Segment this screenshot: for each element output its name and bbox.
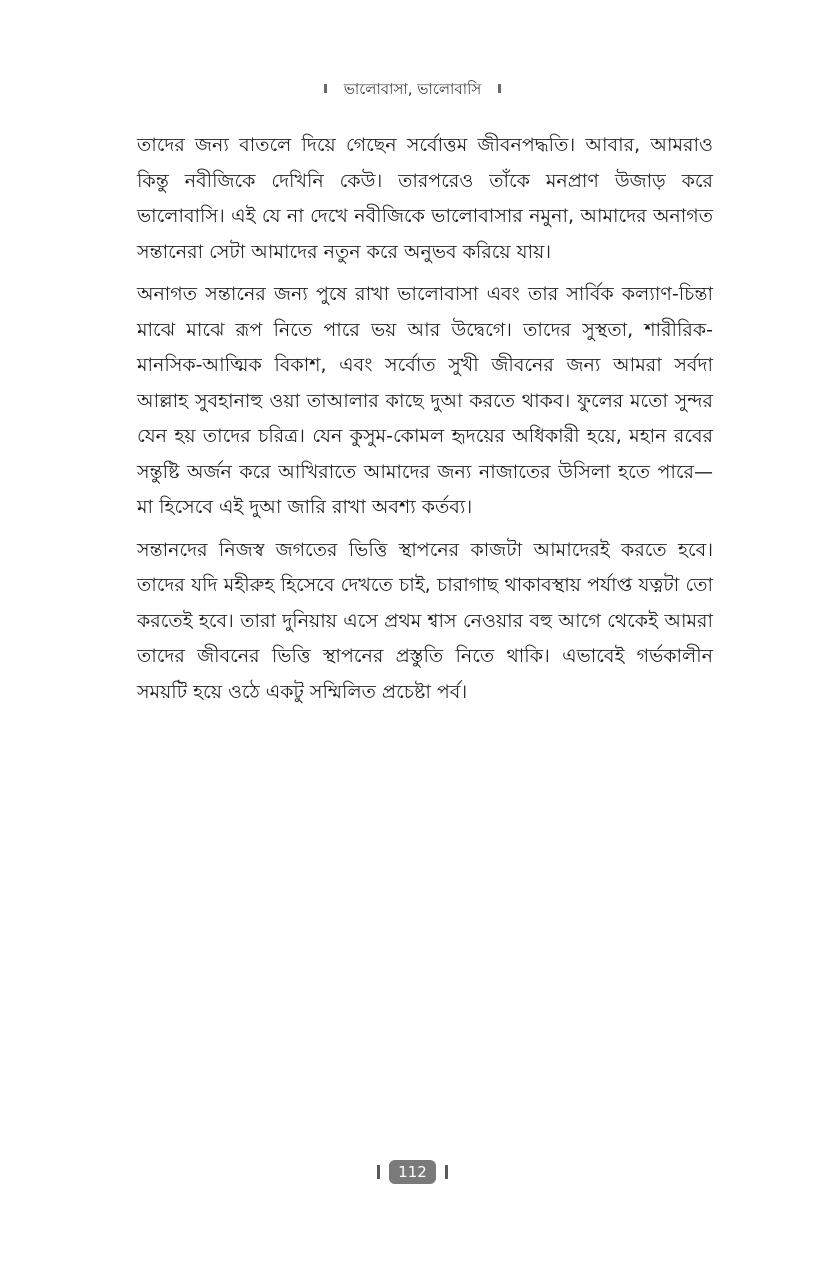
- running-header: [0, 78, 825, 103]
- paragraph-2: অনাগত সন্তানের জন্য পুষে রাখা ভালোবাসা এবং তার সার্বিক কল্যাণ-চিন্তা মাঝে মাঝে রূপ নিতে পারে ভয় আর উদ্বেগে। তাদের সুস্থতা, শারীরিক-মানসিক-আত্মিক বিকাশ, এবং সর্বোত সুখী জীবনের জন্য আমরা সর্বদা আল্লাহ সুবহানাহু ওয়া তাআলার কাছে দুআ করতে থাকব। ফুলের মতো সুন্দর যেন হয় তাদের চরিত্র। যেন কুসুম-কোমল হৃদয়ের অধিকারী হয়ে, মহান রবের সন্তুষ্টি অর্জন করে আখিরাতে আমাদের জন্য নাজাতের উসিলা হতে পারে—মা হিসেবে এই দুআ জারি রাখা অবশ্য কর্তব্য।: [137, 283, 713, 518]
- footer-ornament-right: [445, 1165, 448, 1179]
- body-text: [137, 128, 713, 717]
- page-number: 112: [389, 1160, 436, 1184]
- footer-ornament-left: [377, 1165, 380, 1179]
- page-footer: [0, 1160, 825, 1184]
- header-ornament-left: [324, 84, 327, 93]
- paragraph-3: সন্তানদের নিজস্ব জগতের ভিত্তি স্থাপনের কাজটা আমাদেরই করতে হবে। তাদের যদি মহীরুহ হিসেবে দেখতে চাই, চারাগাছ থাকাবস্থায় পর্যাপ্ত যত্নটা তো করতেই হবে। তারা দুনিয়ায় এসে প্রথম শ্বাস নেওয়ার বহু আগে থেকেই আমরা তাদের জীবনের ভিত্তি স্থাপনের প্রস্তুতি নিতে থাকি। এভাবেই গর্ভকালীন সময়টি হয়ে ওঠে একটু সম্মিলিত প্রচেষ্টা পর্ব।: [137, 538, 713, 703]
- running-title: ভালোবাসা, ভালোবাসি: [343, 80, 482, 98]
- header-ornament-right: [498, 84, 501, 93]
- paragraph-1: তাদের জন্য বাতলে দিয়ে গেছেন সর্বোত্তম জীবনপদ্ধতি। আবার, আমরাও কিন্তু নবীজিকে দেখিনি কেউ। তারপরেও তাঁকে মনপ্রাণ উজাড় করে ভালোবাসি। এই যে না দেখে নবীজিকে ভালোবাসার নমুনা, আমাদের অনাগত সন্তানেরা সেটা আমাদের নতুন করে অনুভব করিয়ে যায়।: [137, 134, 713, 263]
